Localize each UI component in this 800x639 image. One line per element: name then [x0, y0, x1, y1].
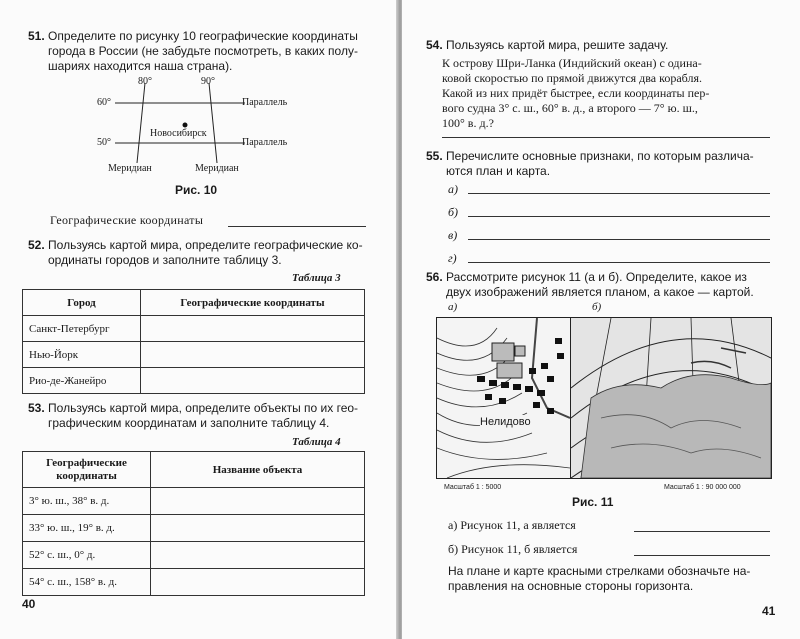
table-row — [23, 569, 365, 596]
problem-line: 100° в. д.? — [442, 116, 494, 130]
answer-cell[interactable] — [151, 488, 365, 515]
figure-11b-map — [570, 317, 772, 479]
figure-11a-plan — [436, 317, 571, 479]
table-cell: 54° с. ш., 158° в. д. — [23, 569, 151, 596]
table-header: Название объекта — [151, 452, 365, 488]
table-header: Город — [23, 290, 141, 316]
task-56 — [426, 270, 786, 300]
figure-b-label: б) — [592, 301, 602, 313]
answer-line[interactable] — [634, 531, 770, 532]
answer-cell[interactable] — [141, 342, 365, 368]
lat-bottom-label: 50° — [97, 137, 111, 148]
answer-cell[interactable] — [141, 316, 365, 342]
task-number: 53. — [28, 401, 45, 415]
list-item-label: б) — [448, 205, 459, 219]
answer-line[interactable] — [468, 193, 770, 194]
list-item-label: в) — [448, 228, 458, 242]
answer-b-label: б) Рисунок 11, б является — [448, 542, 578, 556]
table-row — [23, 515, 365, 542]
footer-line: правления на основные стороны горизонта. — [448, 579, 694, 593]
scale-b: Масштаб 1 : 90 000 000 — [664, 484, 741, 491]
figure-a-label: а) — [448, 301, 458, 313]
task-text: Рассмотрите рисунок 11 (а и б). Определите, какое из — [446, 270, 747, 284]
table-cell: 33° ю. ш., 19° в. д. — [23, 515, 151, 542]
coords-label: Географические координаты — [50, 213, 204, 227]
plan-drawing — [437, 318, 570, 478]
table-cell: Рио-де-Жанейро — [23, 368, 141, 394]
page-number: 40 — [22, 597, 36, 611]
task-54 — [426, 38, 786, 53]
city-point — [183, 123, 188, 128]
table-row — [23, 316, 365, 342]
task-55 — [426, 149, 786, 179]
table-3 — [22, 289, 365, 394]
task-text: Пользуясь картой мира, определите объекты по их гео- — [48, 401, 359, 415]
figure-11-caption: Рис. 11 — [572, 495, 614, 509]
header-line: координаты — [56, 469, 117, 482]
map-drawing — [571, 318, 771, 478]
table-row — [23, 368, 365, 394]
lon-right-label: 90° — [201, 76, 215, 87]
figure-10-caption: Рис. 10 — [175, 183, 218, 197]
table-row — [23, 542, 365, 569]
answer-line[interactable] — [468, 239, 770, 240]
answer-line[interactable] — [442, 137, 770, 138]
answer-cell[interactable] — [151, 569, 365, 596]
coords-answer-line[interactable] — [228, 226, 366, 227]
answer-a-label: а) Рисунок 11, а является — [448, 518, 576, 532]
meridian-right-label: Меридиан — [195, 163, 239, 174]
header-line: Географические — [46, 456, 127, 469]
task-text: графическим координатам и заполните таблицу 4. — [48, 416, 330, 430]
table-header — [23, 452, 151, 488]
table-cell: Нью-Йорк — [23, 342, 141, 368]
task-text: ются план и карта. — [446, 164, 551, 178]
task-number: 56. — [426, 270, 443, 284]
town-label: Нелидово — [480, 416, 531, 428]
right-page — [402, 0, 800, 639]
meridian-left-line — [137, 83, 145, 163]
list-item-label: г) — [448, 251, 457, 265]
task-text: Пользуясь картой мира, определите географические ко- — [48, 238, 363, 252]
city-label: Новосибирск — [150, 128, 207, 139]
table-header: Географические координаты — [141, 290, 365, 316]
table-cell: 3° ю. ш., 38° в. д. — [23, 488, 151, 515]
lon-left-label: 80° — [138, 76, 152, 87]
problem-line: ковой скоростью по прямой движутся два корабля. — [442, 71, 702, 85]
table-cell: 52° с. ш., 0° д. — [23, 542, 151, 569]
table-4-caption: Таблица 4 — [292, 436, 341, 448]
answer-cell[interactable] — [141, 368, 365, 394]
task-text: Перечислите основные признаки, по которым различа- — [446, 149, 754, 163]
lat-top-label: 60° — [97, 97, 111, 108]
answer-cell[interactable] — [151, 542, 365, 569]
list-item-label: а) — [448, 182, 458, 196]
task-text: ординаты городов и заполните таблицу 3. — [48, 253, 282, 267]
page-number: 41 — [762, 604, 776, 618]
left-page — [0, 0, 398, 639]
problem-line: Какой из них придёт быстрее, если координаты пер- — [442, 86, 710, 100]
task-52 — [28, 238, 373, 268]
task-51 — [28, 29, 368, 74]
answer-line[interactable] — [468, 216, 770, 217]
answer-cell[interactable] — [151, 515, 365, 542]
task-number: 52. — [28, 238, 45, 252]
scale-a: Масштаб 1 : 5000 — [444, 484, 502, 491]
task-54-problem — [442, 56, 782, 131]
answer-line[interactable] — [468, 262, 770, 263]
meridian-right-line — [209, 83, 217, 163]
table-cell: Санкт-Петербург — [23, 316, 141, 342]
task-number: 54. — [426, 38, 443, 52]
task-text: города в России (не забудьте посмотреть, в каких полу- — [48, 44, 358, 58]
footer-line: На плане и карте красными стрелками обозначьте на- — [448, 564, 751, 578]
parallel-bottom-label: Параллель — [242, 137, 288, 148]
problem-line: вого судна 3° с. ш., 60° в. д., а второго — 7° ю. ш., — [442, 101, 698, 115]
table-4 — [22, 451, 365, 596]
problem-line: К острову Шри-Ланка (Индийский океан) с одина- — [442, 56, 702, 70]
task-text: шариях находится наша страна). — [48, 59, 233, 73]
task-number: 55. — [426, 149, 443, 163]
meridian-left-label: Меридиан — [108, 163, 152, 174]
parallel-top-label: Параллель — [242, 97, 288, 108]
task-56-footer — [448, 564, 788, 594]
task-text: Определите по рисунку 10 географические координаты — [48, 29, 358, 43]
task-53 — [28, 401, 373, 431]
task-text: Пользуясь картой мира, решите задачу. — [446, 38, 669, 52]
table-3-caption: Таблица 3 — [292, 272, 341, 284]
table-row — [23, 342, 365, 368]
task-number: 51. — [28, 29, 45, 43]
task-text: двух изображений является планом, а какое — картой. — [446, 285, 754, 299]
answer-line[interactable] — [634, 555, 770, 556]
table-row — [23, 488, 365, 515]
